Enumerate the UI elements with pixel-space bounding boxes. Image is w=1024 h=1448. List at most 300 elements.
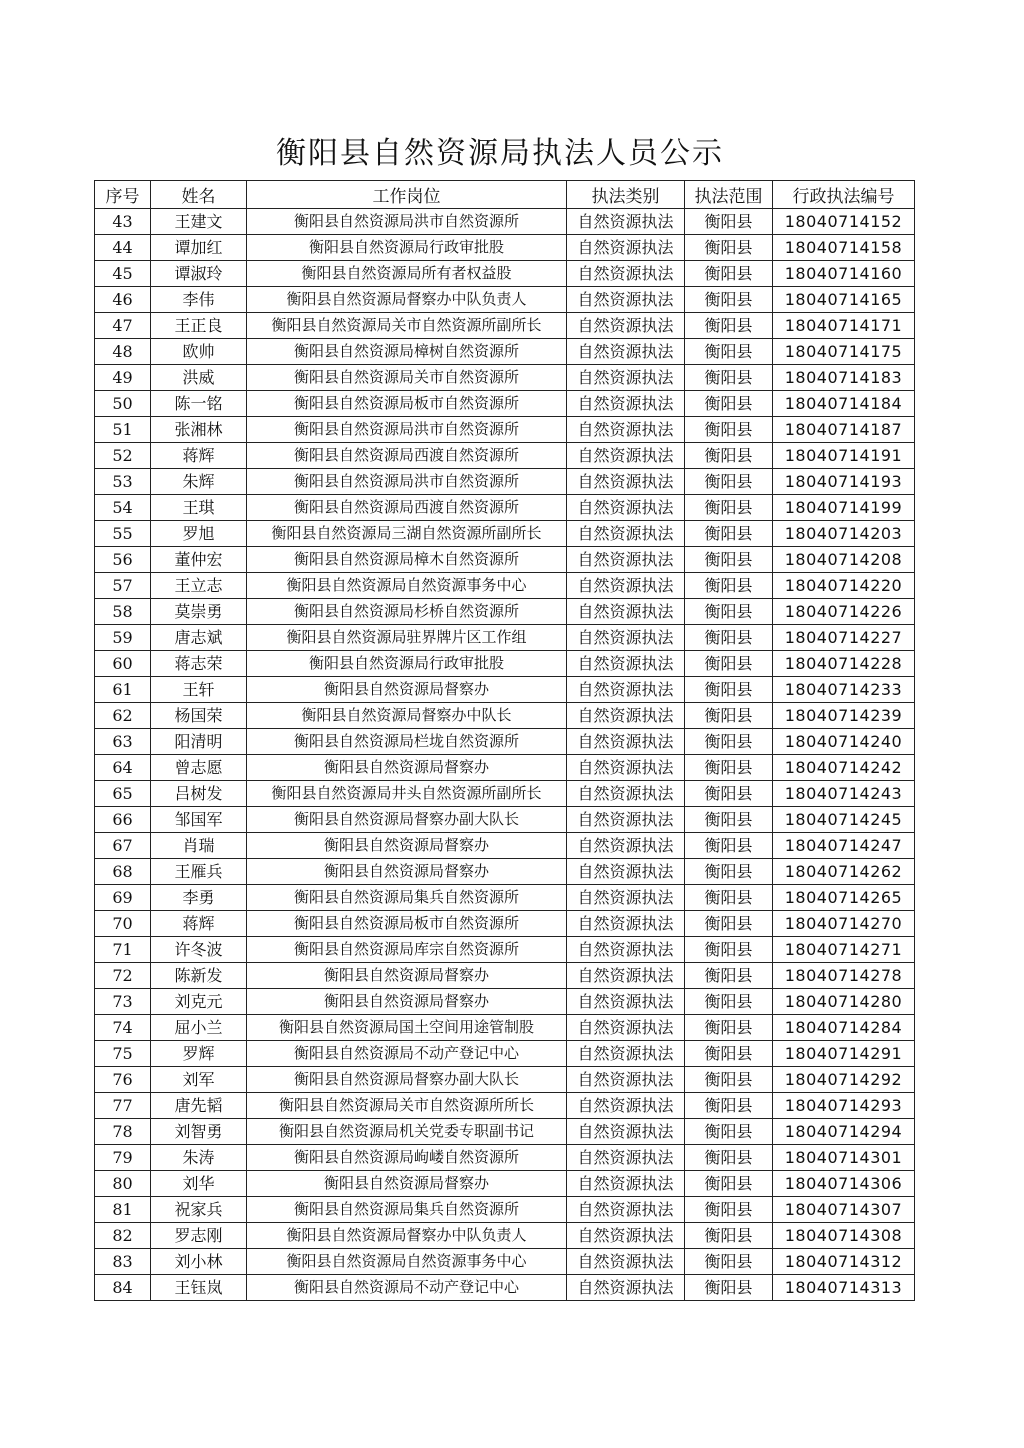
cell-position: 衡阳县自然资源局樟树自然资源所: [247, 339, 567, 365]
table-row: [95, 391, 915, 417]
cell-position: 衡阳县自然资源局井头自然资源所副所长: [247, 781, 567, 807]
cell-position: 衡阳县自然资源局西渡自然资源所: [247, 495, 567, 521]
cell-enforcement-id: 18040714239: [773, 703, 915, 729]
cell-serial-number: 49: [95, 365, 151, 391]
cell-enforcement-id: 18040714158: [773, 235, 915, 261]
header-serial-number: 序号: [95, 181, 151, 209]
cell-enforcement-scope: 衡阳县: [685, 599, 773, 625]
cell-enforcement-scope: 衡阳县: [685, 573, 773, 599]
cell-name: 罗旭: [151, 521, 247, 547]
cell-name: 董仲宏: [151, 547, 247, 573]
cell-name: 王正良: [151, 313, 247, 339]
cell-position: 衡阳县自然资源局洪市自然资源所: [247, 469, 567, 495]
cell-enforcement-id: 18040714306: [773, 1171, 915, 1197]
cell-enforcement-type: 自然资源执法: [567, 599, 685, 625]
cell-enforcement-id: 18040714271: [773, 937, 915, 963]
cell-position: 衡阳县自然资源局关市自然资源所副所长: [247, 313, 567, 339]
cell-enforcement-scope: 衡阳县: [685, 937, 773, 963]
cell-name: 王轩: [151, 677, 247, 703]
table-row: [95, 235, 915, 261]
cell-enforcement-scope: 衡阳县: [685, 547, 773, 573]
table-row: [95, 1171, 915, 1197]
cell-serial-number: 81: [95, 1197, 151, 1223]
cell-enforcement-type: 自然资源执法: [567, 989, 685, 1015]
cell-serial-number: 84: [95, 1275, 151, 1301]
cell-enforcement-id: 18040714171: [773, 313, 915, 339]
cell-enforcement-type: 自然资源执法: [567, 911, 685, 937]
cell-serial-number: 76: [95, 1067, 151, 1093]
cell-name: 唐先韬: [151, 1093, 247, 1119]
cell-enforcement-type: 自然资源执法: [567, 703, 685, 729]
cell-enforcement-scope: 衡阳县: [685, 365, 773, 391]
cell-enforcement-type: 自然资源执法: [567, 1067, 685, 1093]
cell-enforcement-scope: 衡阳县: [685, 443, 773, 469]
table-body: [95, 209, 915, 1301]
cell-name: 刘华: [151, 1171, 247, 1197]
table-row: [95, 339, 915, 365]
table-row: [95, 989, 915, 1015]
cell-enforcement-type: 自然资源执法: [567, 417, 685, 443]
cell-name: 王立志: [151, 573, 247, 599]
cell-enforcement-id: 18040714208: [773, 547, 915, 573]
cell-serial-number: 45: [95, 261, 151, 287]
table-row: [95, 703, 915, 729]
table-row: [95, 573, 915, 599]
table-header-row: [95, 181, 915, 209]
cell-enforcement-id: 18040714183: [773, 365, 915, 391]
cell-enforcement-scope: 衡阳县: [685, 261, 773, 287]
table-row: [95, 1093, 915, 1119]
cell-position: 衡阳县自然资源局库宗自然资源所: [247, 937, 567, 963]
cell-enforcement-id: 18040714240: [773, 729, 915, 755]
cell-enforcement-type: 自然资源执法: [567, 859, 685, 885]
cell-serial-number: 83: [95, 1249, 151, 1275]
cell-enforcement-id: 18040714193: [773, 469, 915, 495]
cell-serial-number: 68: [95, 859, 151, 885]
cell-position: 衡阳县自然资源局督察办中队负责人: [247, 1223, 567, 1249]
cell-enforcement-type: 自然资源执法: [567, 209, 685, 235]
cell-enforcement-type: 自然资源执法: [567, 937, 685, 963]
cell-serial-number: 73: [95, 989, 151, 1015]
cell-enforcement-id: 18040714284: [773, 1015, 915, 1041]
cell-enforcement-id: 18040714294: [773, 1119, 915, 1145]
cell-enforcement-scope: 衡阳县: [685, 885, 773, 911]
table-row: [95, 859, 915, 885]
cell-name: 欧帅: [151, 339, 247, 365]
cell-enforcement-scope: 衡阳县: [685, 833, 773, 859]
cell-enforcement-type: 自然资源执法: [567, 1249, 685, 1275]
cell-serial-number: 46: [95, 287, 151, 313]
cell-enforcement-id: 18040714152: [773, 209, 915, 235]
cell-enforcement-scope: 衡阳县: [685, 417, 773, 443]
cell-serial-number: 55: [95, 521, 151, 547]
cell-enforcement-type: 自然资源执法: [567, 547, 685, 573]
cell-enforcement-scope: 衡阳县: [685, 807, 773, 833]
cell-enforcement-type: 自然资源执法: [567, 1197, 685, 1223]
cell-enforcement-id: 18040714187: [773, 417, 915, 443]
cell-enforcement-scope: 衡阳县: [685, 287, 773, 313]
cell-serial-number: 52: [95, 443, 151, 469]
cell-serial-number: 82: [95, 1223, 151, 1249]
cell-serial-number: 54: [95, 495, 151, 521]
header-enforcement-id: 行政执法编号: [773, 181, 915, 209]
cell-enforcement-scope: 衡阳县: [685, 235, 773, 261]
cell-enforcement-type: 自然资源执法: [567, 391, 685, 417]
table-row: [95, 365, 915, 391]
cell-position: 衡阳县自然资源局关市自然资源所所长: [247, 1093, 567, 1119]
cell-serial-number: 78: [95, 1119, 151, 1145]
table-row: [95, 755, 915, 781]
cell-name: 邹国军: [151, 807, 247, 833]
table-row: [95, 781, 915, 807]
cell-serial-number: 72: [95, 963, 151, 989]
cell-serial-number: 61: [95, 677, 151, 703]
table-row: [95, 209, 915, 235]
cell-name: 祝家兵: [151, 1197, 247, 1223]
cell-enforcement-scope: 衡阳县: [685, 1223, 773, 1249]
table-row: [95, 521, 915, 547]
cell-enforcement-type: 自然资源执法: [567, 365, 685, 391]
cell-name: 罗志刚: [151, 1223, 247, 1249]
cell-name: 吕树发: [151, 781, 247, 807]
cell-position: 衡阳县自然资源局机关党委专职副书记: [247, 1119, 567, 1145]
cell-position: 衡阳县自然资源局督察办: [247, 859, 567, 885]
cell-enforcement-scope: 衡阳县: [685, 1015, 773, 1041]
table-row: [95, 729, 915, 755]
cell-serial-number: 47: [95, 313, 151, 339]
cell-name: 李勇: [151, 885, 247, 911]
cell-position: 衡阳县自然资源局板市自然资源所: [247, 911, 567, 937]
cell-enforcement-id: 18040714191: [773, 443, 915, 469]
cell-enforcement-id: 18040714291: [773, 1041, 915, 1067]
cell-serial-number: 44: [95, 235, 151, 261]
cell-position: 衡阳县自然资源局督察办: [247, 963, 567, 989]
cell-position: 衡阳县自然资源局岣嵝自然资源所: [247, 1145, 567, 1171]
cell-serial-number: 62: [95, 703, 151, 729]
cell-name: 屈小兰: [151, 1015, 247, 1041]
table-row: [95, 963, 915, 989]
table-row: [95, 937, 915, 963]
cell-enforcement-type: 自然资源执法: [567, 1093, 685, 1119]
cell-serial-number: 71: [95, 937, 151, 963]
cell-enforcement-id: 18040714312: [773, 1249, 915, 1275]
cell-name: 杨国荣: [151, 703, 247, 729]
table-row: [95, 833, 915, 859]
cell-position: 衡阳县自然资源局督察办: [247, 833, 567, 859]
cell-serial-number: 60: [95, 651, 151, 677]
cell-position: 衡阳县自然资源局督察办副大队长: [247, 807, 567, 833]
cell-enforcement-scope: 衡阳县: [685, 651, 773, 677]
table-row: [95, 911, 915, 937]
cell-enforcement-scope: 衡阳县: [685, 313, 773, 339]
cell-position: 衡阳县自然资源局督察办中队负责人: [247, 287, 567, 313]
cell-name: 蒋志荣: [151, 651, 247, 677]
cell-position: 衡阳县自然资源局洪市自然资源所: [247, 209, 567, 235]
cell-name: 王琪: [151, 495, 247, 521]
cell-position: 衡阳县自然资源局督察办: [247, 677, 567, 703]
cell-enforcement-type: 自然资源执法: [567, 1041, 685, 1067]
cell-position: 衡阳县自然资源局督察办中队长: [247, 703, 567, 729]
cell-serial-number: 66: [95, 807, 151, 833]
cell-serial-number: 79: [95, 1145, 151, 1171]
table-row: [95, 1197, 915, 1223]
cell-position: 衡阳县自然资源局国土空间用途管制股: [247, 1015, 567, 1041]
cell-enforcement-type: 自然资源执法: [567, 1171, 685, 1197]
cell-name: 曾志愿: [151, 755, 247, 781]
cell-enforcement-type: 自然资源执法: [567, 495, 685, 521]
cell-position: 衡阳县自然资源局督察办: [247, 989, 567, 1015]
table-row: [95, 1067, 915, 1093]
table-row: [95, 1119, 915, 1145]
cell-enforcement-id: 18040714293: [773, 1093, 915, 1119]
cell-position: 衡阳县自然资源局樟木自然资源所: [247, 547, 567, 573]
personnel-table: [94, 180, 915, 1301]
cell-enforcement-id: 18040714247: [773, 833, 915, 859]
cell-position: 衡阳县自然资源局栏垅自然资源所: [247, 729, 567, 755]
cell-enforcement-id: 18040714243: [773, 781, 915, 807]
cell-serial-number: 48: [95, 339, 151, 365]
cell-enforcement-scope: 衡阳县: [685, 677, 773, 703]
cell-serial-number: 69: [95, 885, 151, 911]
cell-name: 谭加红: [151, 235, 247, 261]
cell-name: 朱涛: [151, 1145, 247, 1171]
table-row: [95, 287, 915, 313]
cell-position: 衡阳县自然资源局行政审批股: [247, 651, 567, 677]
cell-enforcement-type: 自然资源执法: [567, 313, 685, 339]
cell-enforcement-id: 18040714227: [773, 625, 915, 651]
table-row: [95, 885, 915, 911]
cell-enforcement-id: 18040714160: [773, 261, 915, 287]
cell-enforcement-type: 自然资源执法: [567, 1145, 685, 1171]
cell-enforcement-id: 18040714184: [773, 391, 915, 417]
cell-serial-number: 51: [95, 417, 151, 443]
cell-enforcement-id: 18040714242: [773, 755, 915, 781]
cell-enforcement-id: 18040714265: [773, 885, 915, 911]
cell-name: 李伟: [151, 287, 247, 313]
cell-serial-number: 65: [95, 781, 151, 807]
cell-serial-number: 77: [95, 1093, 151, 1119]
cell-position: 衡阳县自然资源局不动产登记中心: [247, 1041, 567, 1067]
cell-enforcement-id: 18040714220: [773, 573, 915, 599]
cell-enforcement-id: 18040714308: [773, 1223, 915, 1249]
cell-enforcement-scope: 衡阳县: [685, 1067, 773, 1093]
cell-enforcement-id: 18040714280: [773, 989, 915, 1015]
cell-enforcement-id: 18040714313: [773, 1275, 915, 1301]
cell-serial-number: 50: [95, 391, 151, 417]
cell-enforcement-id: 18040714165: [773, 287, 915, 313]
cell-enforcement-type: 自然资源执法: [567, 1015, 685, 1041]
cell-enforcement-scope: 衡阳县: [685, 963, 773, 989]
cell-name: 刘智勇: [151, 1119, 247, 1145]
table-row: [95, 599, 915, 625]
table-row: [95, 261, 915, 287]
cell-name: 蒋辉: [151, 911, 247, 937]
cell-enforcement-scope: 衡阳县: [685, 755, 773, 781]
cell-name: 莫崇勇: [151, 599, 247, 625]
table-row: [95, 1275, 915, 1301]
cell-enforcement-scope: 衡阳县: [685, 495, 773, 521]
cell-enforcement-type: 自然资源执法: [567, 755, 685, 781]
cell-enforcement-type: 自然资源执法: [567, 521, 685, 547]
table-row: [95, 1041, 915, 1067]
cell-enforcement-scope: 衡阳县: [685, 729, 773, 755]
header-position: 工作岗位: [247, 181, 567, 209]
table-row: [95, 495, 915, 521]
cell-position: 衡阳县自然资源局杉桥自然资源所: [247, 599, 567, 625]
cell-enforcement-scope: 衡阳县: [685, 1093, 773, 1119]
cell-enforcement-id: 18040714228: [773, 651, 915, 677]
cell-enforcement-type: 自然资源执法: [567, 651, 685, 677]
cell-enforcement-type: 自然资源执法: [567, 885, 685, 911]
cell-name: 刘军: [151, 1067, 247, 1093]
cell-position: 衡阳县自然资源局三湖自然资源所副所长: [247, 521, 567, 547]
cell-position: 衡阳县自然资源局集兵自然资源所: [247, 1197, 567, 1223]
cell-enforcement-type: 自然资源执法: [567, 573, 685, 599]
cell-position: 衡阳县自然资源局洪市自然资源所: [247, 417, 567, 443]
cell-serial-number: 53: [95, 469, 151, 495]
table-row: [95, 469, 915, 495]
table-row: [95, 1249, 915, 1275]
cell-serial-number: 63: [95, 729, 151, 755]
header-enforcement-scope: 执法范围: [685, 181, 773, 209]
table-row: [95, 547, 915, 573]
cell-position: 衡阳县自然资源局督察办: [247, 755, 567, 781]
cell-enforcement-id: 18040714307: [773, 1197, 915, 1223]
cell-enforcement-id: 18040714292: [773, 1067, 915, 1093]
table-row: [95, 1015, 915, 1041]
cell-enforcement-scope: 衡阳县: [685, 391, 773, 417]
cell-name: 陈一铭: [151, 391, 247, 417]
cell-serial-number: 59: [95, 625, 151, 651]
cell-enforcement-type: 自然资源执法: [567, 833, 685, 859]
cell-name: 肖瑞: [151, 833, 247, 859]
cell-enforcement-scope: 衡阳县: [685, 1119, 773, 1145]
cell-name: 王钰岚: [151, 1275, 247, 1301]
cell-position: 衡阳县自然资源局集兵自然资源所: [247, 885, 567, 911]
cell-enforcement-type: 自然资源执法: [567, 235, 685, 261]
page-title: 衡阳县自然资源局执法人员公示: [276, 136, 724, 171]
header-name: 姓名: [151, 181, 247, 209]
cell-enforcement-type: 自然资源执法: [567, 469, 685, 495]
cell-enforcement-scope: 衡阳县: [685, 703, 773, 729]
cell-name: 张湘林: [151, 417, 247, 443]
cell-position: 衡阳县自然资源局不动产登记中心: [247, 1275, 567, 1301]
cell-enforcement-type: 自然资源执法: [567, 677, 685, 703]
cell-enforcement-type: 自然资源执法: [567, 287, 685, 313]
cell-enforcement-id: 18040714203: [773, 521, 915, 547]
cell-enforcement-scope: 衡阳县: [685, 1197, 773, 1223]
cell-serial-number: 74: [95, 1015, 151, 1041]
cell-position: 衡阳县自然资源局督察办: [247, 1171, 567, 1197]
cell-name: 蒋辉: [151, 443, 247, 469]
cell-enforcement-type: 自然资源执法: [567, 261, 685, 287]
cell-name: 洪威: [151, 365, 247, 391]
cell-position: 衡阳县自然资源局行政审批股: [247, 235, 567, 261]
cell-serial-number: 80: [95, 1171, 151, 1197]
cell-enforcement-id: 18040714175: [773, 339, 915, 365]
cell-enforcement-scope: 衡阳县: [685, 1145, 773, 1171]
cell-enforcement-scope: 衡阳县: [685, 989, 773, 1015]
cell-name: 王建文: [151, 209, 247, 235]
cell-enforcement-id: 18040714226: [773, 599, 915, 625]
cell-serial-number: 75: [95, 1041, 151, 1067]
cell-name: 唐志斌: [151, 625, 247, 651]
table-row: [95, 651, 915, 677]
cell-enforcement-type: 自然资源执法: [567, 625, 685, 651]
cell-serial-number: 67: [95, 833, 151, 859]
cell-name: 刘小林: [151, 1249, 247, 1275]
cell-position: 衡阳县自然资源局板市自然资源所: [247, 391, 567, 417]
cell-enforcement-id: 18040714262: [773, 859, 915, 885]
cell-serial-number: 56: [95, 547, 151, 573]
cell-serial-number: 43: [95, 209, 151, 235]
cell-enforcement-id: 18040714270: [773, 911, 915, 937]
cell-name: 刘克元: [151, 989, 247, 1015]
cell-enforcement-id: 18040714245: [773, 807, 915, 833]
cell-enforcement-type: 自然资源执法: [567, 729, 685, 755]
cell-enforcement-type: 自然资源执法: [567, 443, 685, 469]
cell-enforcement-type: 自然资源执法: [567, 807, 685, 833]
cell-enforcement-type: 自然资源执法: [567, 963, 685, 989]
cell-serial-number: 64: [95, 755, 151, 781]
cell-enforcement-type: 自然资源执法: [567, 781, 685, 807]
cell-position: 衡阳县自然资源局关市自然资源所: [247, 365, 567, 391]
table-row: [95, 677, 915, 703]
table-row: [95, 807, 915, 833]
table-row: [95, 417, 915, 443]
cell-enforcement-type: 自然资源执法: [567, 1223, 685, 1249]
cell-enforcement-type: 自然资源执法: [567, 1275, 685, 1301]
cell-enforcement-scope: 衡阳县: [685, 1249, 773, 1275]
cell-enforcement-id: 18040714301: [773, 1145, 915, 1171]
cell-enforcement-scope: 衡阳县: [685, 521, 773, 547]
header-enforcement-type: 执法类别: [567, 181, 685, 209]
cell-position: 衡阳县自然资源局西渡自然资源所: [247, 443, 567, 469]
cell-position: 衡阳县自然资源局驻界牌片区工作组: [247, 625, 567, 651]
table-row: [95, 625, 915, 651]
cell-name: 王雁兵: [151, 859, 247, 885]
cell-serial-number: 58: [95, 599, 151, 625]
cell-enforcement-type: 自然资源执法: [567, 339, 685, 365]
cell-enforcement-scope: 衡阳县: [685, 781, 773, 807]
cell-name: 罗辉: [151, 1041, 247, 1067]
cell-enforcement-id: 18040714199: [773, 495, 915, 521]
cell-enforcement-scope: 衡阳县: [685, 625, 773, 651]
cell-name: 朱辉: [151, 469, 247, 495]
cell-enforcement-scope: 衡阳县: [685, 911, 773, 937]
cell-name: 许冬波: [151, 937, 247, 963]
cell-enforcement-scope: 衡阳县: [685, 1275, 773, 1301]
cell-serial-number: 70: [95, 911, 151, 937]
cell-position: 衡阳县自然资源局督察办副大队长: [247, 1067, 567, 1093]
cell-serial-number: 57: [95, 573, 151, 599]
cell-position: 衡阳县自然资源局自然资源事务中心: [247, 573, 567, 599]
cell-name: 阳清明: [151, 729, 247, 755]
cell-position: 衡阳县自然资源局自然资源事务中心: [247, 1249, 567, 1275]
cell-enforcement-scope: 衡阳县: [685, 209, 773, 235]
cell-position: 衡阳县自然资源局所有者权益股: [247, 261, 567, 287]
cell-enforcement-scope: 衡阳县: [685, 859, 773, 885]
cell-name: 陈新发: [151, 963, 247, 989]
cell-enforcement-scope: 衡阳县: [685, 339, 773, 365]
cell-enforcement-scope: 衡阳县: [685, 469, 773, 495]
table-row: [95, 1223, 915, 1249]
table-row: [95, 1145, 915, 1171]
cell-enforcement-id: 18040714278: [773, 963, 915, 989]
cell-enforcement-scope: 衡阳县: [685, 1171, 773, 1197]
cell-name: 谭淑玲: [151, 261, 247, 287]
table-row: [95, 443, 915, 469]
